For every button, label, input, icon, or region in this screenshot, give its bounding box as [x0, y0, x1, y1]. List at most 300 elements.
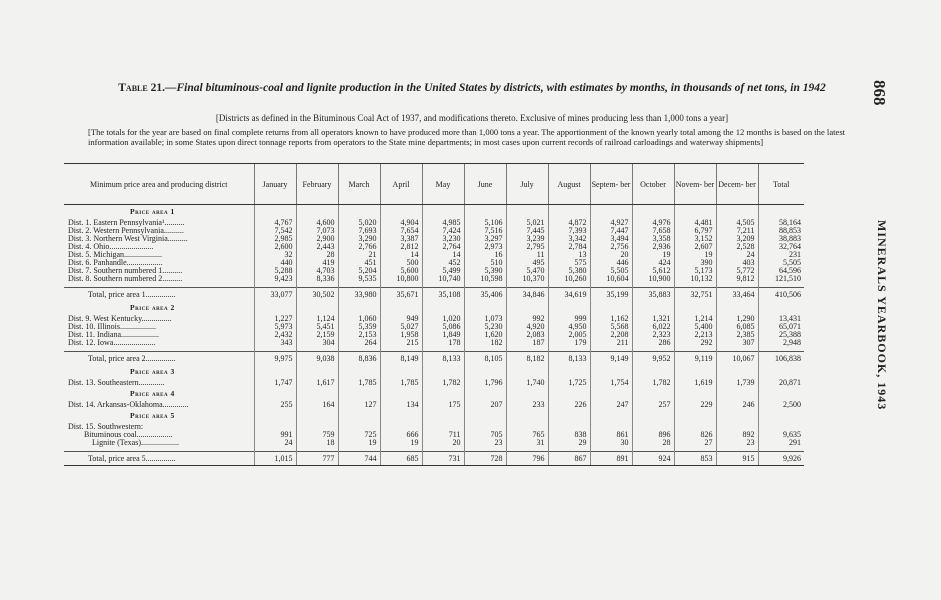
month-cell: 5,400: [674, 323, 716, 331]
row-total-cell: 64,596: [758, 267, 804, 275]
month-cell: 7,447: [590, 227, 632, 235]
month-cell: 257: [632, 401, 674, 409]
month-cell: 229: [674, 401, 716, 409]
month-cell: 10,260: [548, 275, 590, 283]
month-cell: 6,085: [716, 323, 758, 331]
month-cell: 28: [632, 439, 674, 447]
month-cell: 2,900: [296, 235, 338, 243]
row-total-cell: 231: [758, 251, 804, 259]
month-cell: 28: [296, 251, 338, 259]
price-area-label: Price area 1: [130, 207, 175, 216]
month-cell: 725: [338, 431, 380, 439]
month-cell: 264: [338, 339, 380, 347]
month-cell: 13: [548, 251, 590, 259]
month-cell: 14: [380, 251, 422, 259]
month-cell: 10,604: [590, 275, 632, 283]
month-cell: 8,133: [422, 352, 464, 366]
month-cell: 215: [380, 339, 422, 347]
month-cell: 18: [296, 439, 338, 447]
row-total-cell: 2,948: [758, 339, 804, 347]
month-cell: 500: [380, 259, 422, 267]
row-label: Dist. 1. Eastern Pennsylvania¹..........: [68, 218, 185, 227]
month-cell: 5,612: [632, 267, 674, 275]
month-cell: 1,321: [632, 315, 674, 323]
month-cell: 711: [422, 431, 464, 439]
table-row: [64, 401, 804, 409]
month-cell: 2,600: [254, 243, 296, 251]
month-cell: 452: [422, 259, 464, 267]
month-cell: 1,290: [716, 315, 758, 323]
month-cell: 2,432: [254, 331, 296, 339]
price-area-label: Price area 3: [130, 367, 175, 376]
header-col: January: [254, 164, 296, 205]
month-cell: 5,204: [338, 267, 380, 275]
month-cell: 27: [674, 439, 716, 447]
row-label: Dist. 9. West Kentucky...............: [68, 314, 172, 323]
month-cell: 2,528: [716, 243, 758, 251]
row-total-cell: 32,764: [758, 243, 804, 251]
price-area-heading: [64, 301, 804, 315]
month-cell: 2,973: [464, 243, 506, 251]
month-cell: 5,359: [338, 323, 380, 331]
price-area-heading: [64, 387, 804, 401]
month-cell: 7,542: [254, 227, 296, 235]
table-row: [64, 275, 804, 283]
header-col: May: [422, 164, 464, 205]
month-cell: 4,985: [422, 219, 464, 227]
row-label: Dist. 5. Michigan...................: [68, 250, 162, 259]
month-cell: 403: [716, 259, 758, 267]
header-district: Minimum price area and producing district: [64, 164, 254, 205]
month-cell: 1,782: [632, 379, 674, 387]
month-cell: 777: [296, 452, 338, 466]
month-cell: 19: [380, 439, 422, 447]
header-col: Total: [758, 164, 804, 205]
month-cell: 7,654: [380, 227, 422, 235]
month-cell: 4,767: [254, 219, 296, 227]
row-total-cell: 65,071: [758, 323, 804, 331]
row-total-cell: 20,871: [758, 379, 804, 387]
month-cell: 7,445: [506, 227, 548, 235]
month-cell: 2,208: [590, 331, 632, 339]
month-cell: 9,149: [590, 352, 632, 366]
month-cell: 924: [632, 452, 674, 466]
month-cell: 20: [422, 439, 464, 447]
table-row: [64, 243, 804, 251]
month-cell: 16: [464, 251, 506, 259]
month-cell: 2,766: [338, 243, 380, 251]
month-cell: 1,620: [464, 331, 506, 339]
month-cell: 2,213: [674, 331, 716, 339]
month-cell: 2,936: [632, 243, 674, 251]
month-cell: 3,342: [548, 235, 590, 243]
row-label: Total, price area 1...............: [64, 288, 254, 302]
month-cell: 4,920: [506, 323, 548, 331]
month-cell: 495: [506, 259, 548, 267]
month-cell: 23: [716, 439, 758, 447]
month-cell: 446: [590, 259, 632, 267]
month-cell: 4,600: [296, 219, 338, 227]
table-row: [64, 439, 804, 447]
month-cell: 7,211: [716, 227, 758, 235]
row-label: Bituminous coal..................: [84, 430, 173, 439]
month-cell: 5,288: [254, 267, 296, 275]
row-total-cell: 38,883: [758, 235, 804, 243]
month-cell: 5,772: [716, 267, 758, 275]
month-cell: 34,846: [506, 288, 548, 302]
month-cell: 33,077: [254, 288, 296, 302]
month-cell: 999: [548, 315, 590, 323]
row-total-cell: 9,926: [758, 452, 804, 466]
month-cell: 1,227: [254, 315, 296, 323]
header-col: June: [464, 164, 506, 205]
month-cell: 2,756: [590, 243, 632, 251]
month-cell: 5,499: [422, 267, 464, 275]
row-label: Total, price area 5...............: [64, 452, 254, 466]
month-cell: 35,406: [464, 288, 506, 302]
month-cell: 5,027: [380, 323, 422, 331]
month-cell: 2,985: [254, 235, 296, 243]
row-total-cell: 88,853: [758, 227, 804, 235]
month-cell: 4,481: [674, 219, 716, 227]
month-cell: 8,149: [380, 352, 422, 366]
table-row: [64, 251, 804, 259]
month-cell: 915: [716, 452, 758, 466]
row-total-cell: 2,500: [758, 401, 804, 409]
month-cell: 3,230: [422, 235, 464, 243]
month-cell: 5,380: [548, 267, 590, 275]
row-label: Dist. 2. Western Pennsylvania..........: [68, 226, 184, 235]
month-cell: 10,900: [632, 275, 674, 283]
month-cell: 7,658: [632, 227, 674, 235]
month-cell: 3,239: [506, 235, 548, 243]
month-cell: 1,073: [464, 315, 506, 323]
month-cell: 4,872: [548, 219, 590, 227]
month-cell: 2,153: [338, 331, 380, 339]
month-cell: 10,067: [716, 352, 758, 366]
month-cell: 127: [338, 401, 380, 409]
price-area-label: Price area 4: [130, 389, 175, 398]
month-cell: 390: [674, 259, 716, 267]
month-cell: 21: [338, 251, 380, 259]
month-cell: 1,796: [464, 379, 506, 387]
row-total-cell: 9,635: [758, 431, 804, 439]
month-cell: 19: [338, 439, 380, 447]
month-cell: 3,494: [590, 235, 632, 243]
month-cell: 10,800: [380, 275, 422, 283]
month-cell: 2,443: [296, 243, 338, 251]
month-cell: 6,022: [632, 323, 674, 331]
month-cell: 949: [380, 315, 422, 323]
month-cell: 20: [590, 251, 632, 259]
header-col: October: [632, 164, 674, 205]
header-col: July: [506, 164, 548, 205]
month-cell: 9,119: [674, 352, 716, 366]
month-cell: 8,336: [296, 275, 338, 283]
month-cell: 861: [590, 431, 632, 439]
month-cell: 991: [254, 431, 296, 439]
table-row: [64, 423, 804, 431]
month-cell: 2,385: [716, 331, 758, 339]
month-cell: 32,751: [674, 288, 716, 302]
table-note: [The totals for the year are based on final complete returns from all operators known to have produced more than 1,000 tons a year. The apportionment of the known yearly total among the 12 months is based on the latest information available; in some States upon direct tonnage reports from operators to the State mine departments; in most cases upon current records of railroad carloadings and waterway shipments]: [88, 127, 846, 147]
total-row: [64, 288, 804, 302]
header-col: Septem- ber: [590, 164, 632, 205]
month-cell: 440: [254, 259, 296, 267]
header-col: April: [380, 164, 422, 205]
month-cell: 1,754: [590, 379, 632, 387]
month-cell: 3,387: [380, 235, 422, 243]
month-cell: 1,740: [506, 379, 548, 387]
month-cell: 1,785: [338, 379, 380, 387]
row-total-cell: 410,506: [758, 288, 804, 302]
month-cell: 796: [506, 452, 548, 466]
month-cell: 255: [254, 401, 296, 409]
total-row: [64, 452, 804, 466]
row-label: Dist. 11. Indiana...................: [68, 330, 160, 339]
month-cell: 14: [422, 251, 464, 259]
header-col: August: [548, 164, 590, 205]
table-subtitle: [Districts as defined in the Bituminous Coal Act of 1937, and modifications thereto. Exclusive of mines producing less than 1,000 tons a year]: [215, 113, 729, 123]
table-row: [64, 331, 804, 339]
table-row: [64, 323, 804, 331]
production-table: [64, 163, 804, 466]
month-cell: 728: [464, 452, 506, 466]
month-cell: 867: [548, 452, 590, 466]
month-cell: 7,424: [422, 227, 464, 235]
month-cell: 8,182: [506, 352, 548, 366]
header-col: Decem- ber: [716, 164, 758, 205]
row-label: Dist. 6. Panhandle..................: [68, 258, 163, 267]
month-cell: 9,812: [716, 275, 758, 283]
month-cell: 29: [548, 439, 590, 447]
month-cell: 7,516: [464, 227, 506, 235]
price-area-label: Price area 5: [130, 411, 175, 420]
month-cell: 2,764: [422, 243, 464, 251]
month-cell: 1,124: [296, 315, 338, 323]
month-cell: 1,725: [548, 379, 590, 387]
month-cell: 1,958: [380, 331, 422, 339]
month-cell: 35,108: [422, 288, 464, 302]
month-cell: 1,739: [716, 379, 758, 387]
month-cell: 838: [548, 431, 590, 439]
month-cell: 247: [590, 401, 632, 409]
month-cell: 8,105: [464, 352, 506, 366]
month-cell: 1,747: [254, 379, 296, 387]
month-cell: 4,505: [716, 219, 758, 227]
table-body: [64, 205, 804, 466]
total-row: [64, 352, 804, 366]
month-cell: 5,106: [464, 219, 506, 227]
month-cell: 4,904: [380, 219, 422, 227]
table-row: [64, 315, 804, 323]
month-cell: 307: [716, 339, 758, 347]
month-cell: 32: [254, 251, 296, 259]
month-cell: 5,470: [506, 267, 548, 275]
row-label: Dist. 8. Southern numbered 2..........: [68, 274, 183, 283]
table-caption: —Final bituminous-coal and lignite production in the United States by districts, with estimates by months, in thousands of net tons, in 1942: [164, 82, 826, 94]
month-cell: 35,883: [632, 288, 674, 302]
month-cell: 33,980: [338, 288, 380, 302]
row-label: Dist. 7. Southern numbered 1..........: [68, 266, 183, 275]
month-cell: 24: [254, 439, 296, 447]
month-cell: 1,849: [422, 331, 464, 339]
page-number: 868: [870, 80, 889, 106]
month-cell: 5,021: [506, 219, 548, 227]
month-cell: 19: [674, 251, 716, 259]
month-cell: 233: [506, 401, 548, 409]
month-cell: 246: [716, 401, 758, 409]
month-cell: 1,060: [338, 315, 380, 323]
month-cell: 5,020: [338, 219, 380, 227]
month-cell: 731: [422, 452, 464, 466]
month-cell: 510: [464, 259, 506, 267]
header-col: March: [338, 164, 380, 205]
price-area-heading: [64, 205, 804, 220]
month-cell: 2,607: [674, 243, 716, 251]
month-cell: 7,393: [548, 227, 590, 235]
month-cell: 5,973: [254, 323, 296, 331]
month-cell: 4,927: [590, 219, 632, 227]
month-cell: 5,451: [296, 323, 338, 331]
month-cell: 2,083: [506, 331, 548, 339]
table-row: [64, 235, 804, 243]
row-label: Dist. 4. Ohio......................: [68, 242, 154, 251]
month-cell: 134: [380, 401, 422, 409]
month-cell: 10,598: [464, 275, 506, 283]
month-cell: 182: [464, 339, 506, 347]
month-cell: 35,199: [590, 288, 632, 302]
month-cell: 992: [506, 315, 548, 323]
month-cell: 765: [506, 431, 548, 439]
header-col: Novem- ber: [674, 164, 716, 205]
month-cell: 419: [296, 259, 338, 267]
month-cell: 1,782: [422, 379, 464, 387]
month-cell: 3,152: [674, 235, 716, 243]
row-total-cell: 291: [758, 439, 804, 447]
table-row: [64, 379, 804, 387]
month-cell: 5,505: [590, 267, 632, 275]
month-cell: 5,173: [674, 267, 716, 275]
month-cell: 451: [338, 259, 380, 267]
month-cell: 175: [422, 401, 464, 409]
month-cell: 3,297: [464, 235, 506, 243]
month-cell: 226: [548, 401, 590, 409]
month-cell: 24: [716, 251, 758, 259]
month-cell: 34,619: [548, 288, 590, 302]
month-cell: 31: [506, 439, 548, 447]
table-title: [72, 82, 872, 95]
month-cell: 35,671: [380, 288, 422, 302]
month-cell: 164: [296, 401, 338, 409]
row-label: Dist. 10. Illinois..................: [68, 322, 157, 331]
row-label: Dist. 14. Arkansas-Oklahoma.............: [68, 400, 189, 409]
month-cell: 9,975: [254, 352, 296, 366]
month-cell: 8,133: [548, 352, 590, 366]
month-cell: 4,950: [548, 323, 590, 331]
month-cell: 4,703: [296, 267, 338, 275]
month-cell: 1,020: [422, 315, 464, 323]
month-cell: 1,617: [296, 379, 338, 387]
month-cell: 5,086: [422, 323, 464, 331]
month-cell: 178: [422, 339, 464, 347]
month-cell: 891: [590, 452, 632, 466]
month-cell: 7,693: [338, 227, 380, 235]
month-cell: 8,836: [338, 352, 380, 366]
row-label: Dist. 15. Southwestern:: [68, 422, 144, 431]
row-total-cell: 106,838: [758, 352, 804, 366]
month-cell: 744: [338, 452, 380, 466]
month-cell: 1,015: [254, 452, 296, 466]
month-cell: 30,502: [296, 288, 338, 302]
month-cell: 2,159: [296, 331, 338, 339]
row-label: Total, price area 2...............: [64, 352, 254, 366]
month-cell: 292: [674, 339, 716, 347]
month-cell: 10,370: [506, 275, 548, 283]
row-total-cell: 13,431: [758, 315, 804, 323]
month-cell: 5,568: [590, 323, 632, 331]
month-cell: 3,290: [338, 235, 380, 243]
row-label: Dist. 13. Southeastern.............: [68, 378, 165, 387]
price-area-heading: [64, 365, 804, 379]
month-cell: 343: [254, 339, 296, 347]
month-cell: 1,619: [674, 379, 716, 387]
month-cell: 7,073: [296, 227, 338, 235]
month-cell: 187: [506, 339, 548, 347]
month-cell: 2,795: [506, 243, 548, 251]
header-row: [64, 164, 804, 205]
month-cell: 826: [674, 431, 716, 439]
month-cell: 9,535: [338, 275, 380, 283]
row-label: Lignite (Texas)...................: [92, 438, 179, 447]
price-area-label: Price area 2: [130, 303, 175, 312]
month-cell: 11: [506, 251, 548, 259]
month-cell: 207: [464, 401, 506, 409]
month-cell: 5,600: [380, 267, 422, 275]
month-cell: 1,785: [380, 379, 422, 387]
row-label: Dist. 3. Northern West Virginia..........: [68, 234, 188, 243]
month-cell: 3,358: [632, 235, 674, 243]
row-total-cell: 5,505: [758, 259, 804, 267]
month-cell: 4,976: [632, 219, 674, 227]
month-cell: 10,740: [422, 275, 464, 283]
month-cell: 575: [548, 259, 590, 267]
month-cell: 2,812: [380, 243, 422, 251]
month-cell: 286: [632, 339, 674, 347]
month-cell: 211: [590, 339, 632, 347]
month-cell: 705: [464, 431, 506, 439]
month-cell: 2,784: [548, 243, 590, 251]
row-total-cell: 58,164: [758, 219, 804, 227]
month-cell: 5,390: [464, 267, 506, 275]
header-col: February: [296, 164, 338, 205]
month-cell: 5,230: [464, 323, 506, 331]
month-cell: 685: [380, 452, 422, 466]
month-cell: 19: [632, 251, 674, 259]
month-cell: 9,423: [254, 275, 296, 283]
month-cell: 853: [674, 452, 716, 466]
table-label: Table 21.: [118, 82, 165, 94]
month-cell: 23: [464, 439, 506, 447]
month-cell: 666: [380, 431, 422, 439]
price-area-heading: [64, 409, 804, 423]
month-cell: 33,464: [716, 288, 758, 302]
month-cell: 6,797: [674, 227, 716, 235]
running-head: MINERALS YEARBOOK, 1943: [875, 220, 889, 411]
month-cell: 9,038: [296, 352, 338, 366]
month-cell: 30: [590, 439, 632, 447]
row-total-cell: 121,510: [758, 275, 804, 283]
